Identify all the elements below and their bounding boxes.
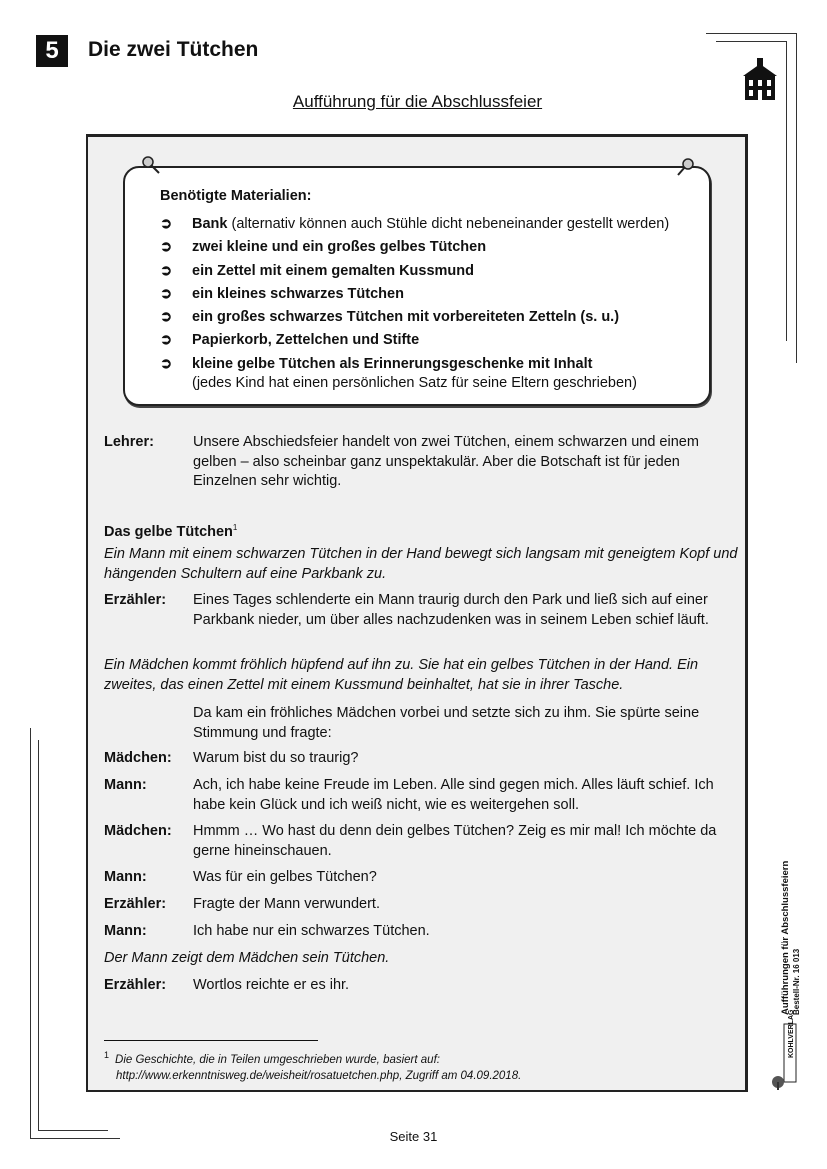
frame-line-right (796, 33, 797, 363)
pin-icon (675, 156, 697, 178)
page-number: Seite 31 (389, 1129, 438, 1144)
section-title: Das gelbe Tütchen$^1$ (104, 523, 238, 540)
arrow-icon: ➲ (160, 286, 173, 302)
material-note: (jedes Kind hat einen persönlichen Satz für seine Eltern geschrieben) (192, 375, 637, 391)
arrow-icon: ➲ (160, 332, 173, 348)
footnote (104, 1047, 734, 1084)
list-item (160, 355, 593, 374)
speaker-label: Lehrer: (104, 434, 154, 450)
footnote-marker: 1 (104, 1050, 110, 1060)
list-item (160, 262, 474, 281)
material-name: kleine gelbe Tütchen als Erinnerungsgeschenke mit Inhalt (192, 356, 593, 372)
arrow-icon: ➲ (160, 216, 173, 232)
chapter-title: Die zwei Tütchen (88, 38, 259, 61)
list-item (160, 215, 670, 234)
material-name: ein großes schwarzes Tütchen mit vorbereiteten Zetteln (s. u.) (192, 309, 620, 325)
material-name: ein kleines schwarzes Tütchen (192, 286, 404, 302)
speech-text: Unsere Abschiedsfeier handelt von zwei Tütchen, einem schwarzen und einem gelben – also scheinbar ganz unspektakulär. Aber die Botschaft ist für jeden Einzelnen sehr wichtig. (193, 434, 699, 489)
speech-text: Was für ein gelbes Tütchen? (193, 869, 377, 885)
publisher-logo-icon (770, 1022, 800, 1092)
speech-text: Da kam ein fröhliches Mädchen vorbei und setzte sich zu ihm. Sie spürte seine Stimmung und fragte: (193, 705, 700, 741)
frame-line-top-right-inner (716, 41, 786, 42)
arrow-icon: ➲ (160, 309, 173, 325)
speaker-label: Erzähler: (104, 592, 167, 608)
material-name: Papierkorb, Zettelchen und Stifte (192, 332, 420, 348)
materials-title: Benötigte Materialien: (160, 188, 312, 204)
page-subtitle: Aufführung für die Abschlussfeier (292, 92, 543, 111)
list-item (160, 308, 620, 327)
material-name: Bank (192, 216, 228, 232)
pin-icon (140, 154, 162, 176)
school-icon (740, 56, 780, 102)
footnote-text: Die Geschichte, die in Teilen umgeschrieben wurde, basiert auf: (115, 1053, 440, 1066)
speaker-label: Erzähler: (104, 977, 167, 993)
frame-line-left (30, 728, 31, 1138)
arrow-icon: ➲ (160, 239, 173, 255)
speaker-label: Mann: (104, 869, 147, 885)
speaker-label: Mädchen: (104, 750, 172, 766)
publisher-name: KOHLVERLAG (788, 1009, 795, 1058)
speech-text: Wortlos reichte er es ihr. (193, 977, 350, 993)
footnote-divider (104, 1040, 318, 1041)
speech-text: Fragte der Mann verwundert. (193, 896, 380, 912)
speech-text: Hmmm … Wo hast du denn dein gelbes Tütchen? Zeig es mir mal! Ich möchte da gerne hineinschauen. (193, 823, 717, 859)
list-item (160, 331, 420, 350)
arrow-icon: ➲ (160, 356, 173, 372)
book-title: Aufführungen für Abschlussfeiern (780, 860, 791, 1015)
material-name: zwei kleine und ein großes gelbes Tütchen (192, 239, 487, 255)
speaker-label: Erzähler: (104, 896, 167, 912)
stage-direction: Der Mann zeigt dem Mädchen sein Tütchen. (104, 950, 390, 966)
frame-line-top-right (706, 33, 796, 34)
frame-line-right-inner (786, 41, 787, 341)
speaker-label: Mädchen: (104, 823, 172, 839)
stage-direction: Ein Mädchen kommt fröhlich hüpfend auf ihn zu. Sie hat ein gelbes Tütchen in der Hand. Ein zweites, das einen Zettel mit einem Kussmund beinhaltet, hat sie in ihrer Tasche. (104, 657, 699, 693)
speaker-label: Mann: (104, 777, 147, 793)
material-name: ein Zettel mit einem gemalten Kussmund (192, 263, 474, 279)
material-note: (alternativ können auch Stühle dicht nebeneinander gestellt werden) (227, 216, 670, 232)
footnote-source: http://www.erkenntnisweg.de/weisheit/rosatuetchen.php, Zugriff am 04.09.2018. (116, 1069, 522, 1082)
speech-text: Ach, ich habe keine Freude im Leben. Alle sind gegen mich. Alles läuft schief. Ich habe kein Glück und ich weiß nicht, wie es weitergehen soll. (193, 777, 714, 813)
speaker-label: Mann: (104, 923, 147, 939)
chapter-number: 5 (36, 35, 68, 67)
list-item (160, 238, 487, 257)
arrow-icon: ➲ (160, 263, 173, 279)
speech-text: Warum bist du so traurig? (193, 750, 359, 766)
frame-line-left-inner (38, 740, 39, 1130)
list-item (160, 285, 404, 304)
speech-text: Ich habe nur ein schwarzes Tütchen. (193, 923, 430, 939)
speech-text: Eines Tages schlenderte ein Mann traurig durch den Park und ließ sich auf einer Parkbank nieder, um über alles nachzudenken was in seinem Leben schief läuft. (193, 592, 709, 628)
stage-direction: Ein Mann mit einem schwarzen Tütchen in der Hand bewegt sich langsam mit geneigtem Kopf und hängenden Schultern auf eine Parkbank zu. (104, 546, 738, 582)
order-number: Bestell-Nr. 16 013 (792, 948, 801, 1015)
